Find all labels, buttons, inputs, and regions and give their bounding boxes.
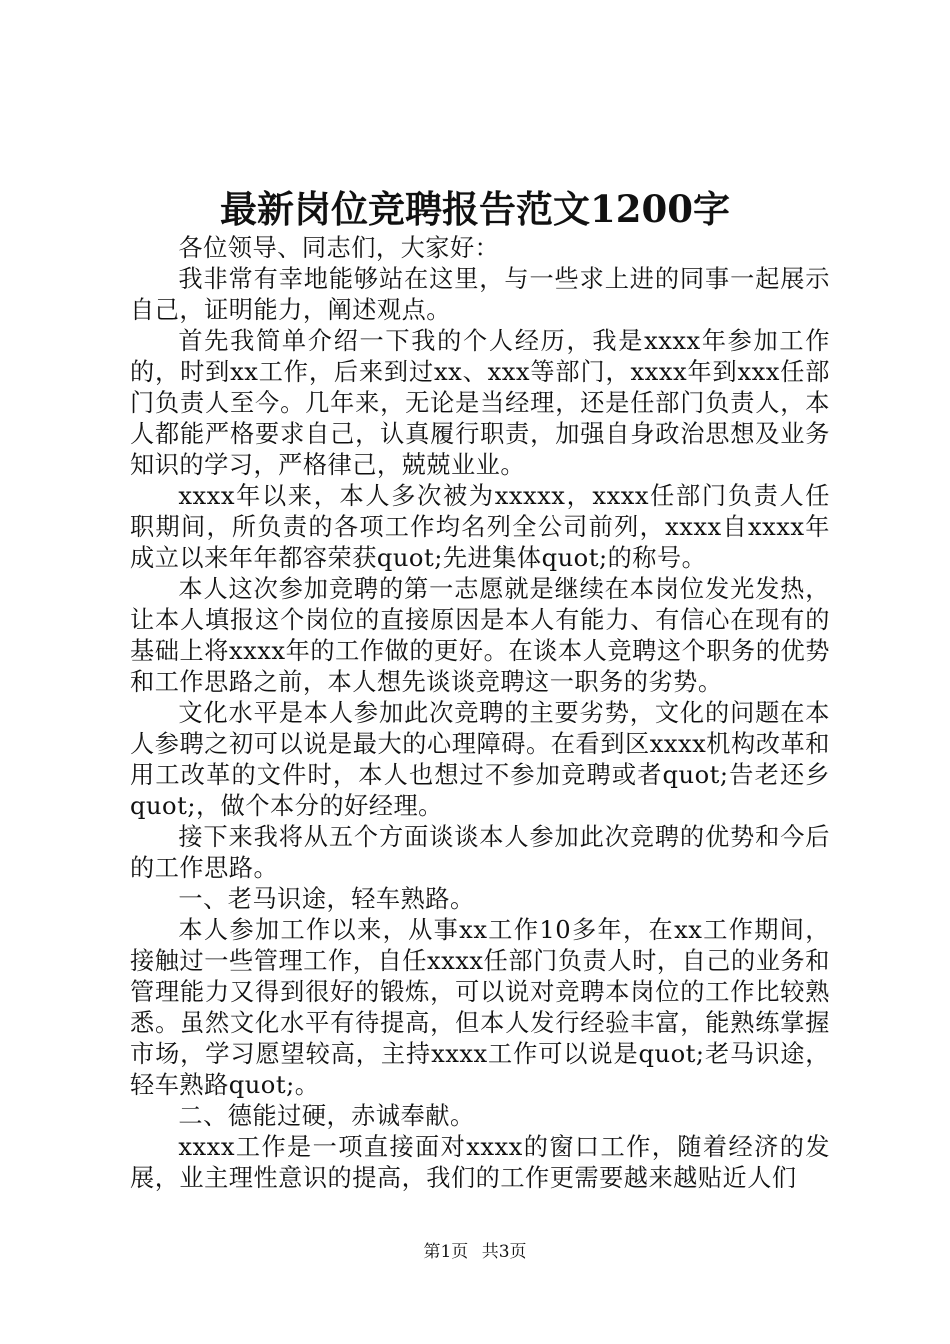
paragraph-greeting: 各位领导、同志们，大家好： [178, 234, 500, 262]
paragraph: 接下来我将从五个方面谈谈本人参加此次竞聘的优势和今后的工作思路。 [130, 823, 830, 882]
section-heading: 一、老马识途，轻车熟路。 [178, 885, 475, 913]
paragraph: 文化水平是本人参加此次竞聘的主要劣势，文化的问题在本人参聘之初可以说是最大的心理障碍。在看到区xxxx机构改革和用工改革的文件时，本人也想过不参加竞聘或者quot;告老还乡quot;，做个本分的好经理。 [130, 699, 830, 820]
paragraph: xxxx工作是一项直接面对xxxx的窗口工作，随着经济的发展，业主理性意识的提高，我们的工作更需要越来越贴近人们 [130, 1133, 830, 1192]
paragraph: 本人这次参加竞聘的第一志愿就是继续在本岗位发光发热，让本人填报这个岗位的直接原因是本人有能力、有信心在现有的基础上将xxxx年的工作做的更好。在谈本人竞聘这个职务的优势和工作思路之前，本人想先谈谈竞聘这一职务的劣势。 [130, 575, 830, 696]
page-footer [0, 1240, 950, 1264]
paragraph: xxxx年以来，本人多次被为xxxxx，xxxx任部门负责人任职期间，所负责的各项工作均名列全公司前列，xxxx自xxxx年成立以来年年都容荣获quot;先进集体quot;的称号。 [130, 482, 830, 572]
paragraph: 首先我简单介绍一下我的个人经历，我是xxxx年参加工作的，时到xx工作，后来到过xx、xxx等部门，xxxx年到xxx任部门负责人至今。几年来，无论是当经理，还是任部门负责人，本人都能严格要求自己，认真履行职责，加强自身政治思想及业务知识的学习，严格律己，兢兢业业。 [130, 327, 830, 479]
paragraph: 本人参加工作以来，从事xx工作10多年，在xx工作期间，接触过一些管理工作，自任xxxx任部门负责人时，自己的业务和管理能力又得到很好的锻炼，可以说对竞聘本岗位的工作比较熟悉。虽然文化水平有待提高，但本人发行经验丰富，能熟练掌握市场，学习愿望较高，主持xxxx工作可以说是quot;老马识途，轻车熟路quot;。 [130, 916, 830, 1099]
section-heading: 二、德能过硬，赤诚奉献。 [178, 1102, 475, 1130]
document-title: 最新岗位竞聘报告范文1200字 [220, 187, 730, 231]
document-body [130, 233, 830, 1194]
page-number: 第1页 [423, 1242, 469, 1262]
paragraph: 我非常有幸地能够站在这里，与一些求上进的同事一起展示自己，证明能力，阐述观点。 [130, 265, 830, 324]
page-total: 共3页 [481, 1242, 527, 1262]
